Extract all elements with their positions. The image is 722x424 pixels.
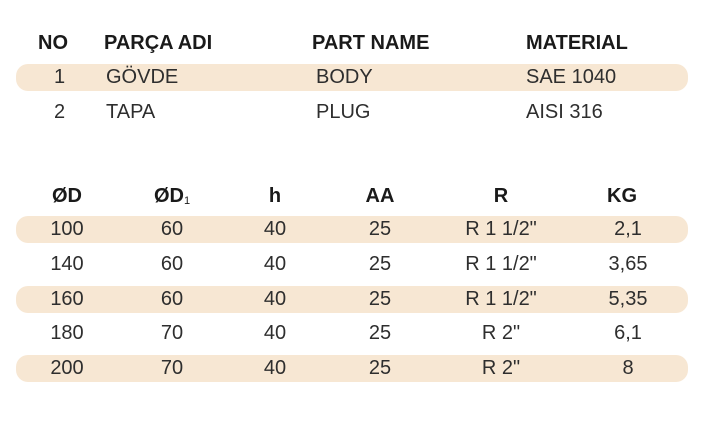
cell-weight: 6,1 [614,322,642,344]
cell-diameter-1: 60 [160,218,184,240]
table-row [16,355,688,382]
cell-weight: 2,1 [614,218,642,240]
table-row [16,286,688,313]
parts-row [16,99,688,126]
cell-diameter: 160 [50,288,84,310]
header-parca-adi: PARÇA ADI [104,32,213,54]
cell-aa: 25 [368,322,392,344]
part-material: SAE 1040 [526,66,617,88]
cell-thread: R 1 1/2" [465,218,537,240]
part-no: 2 [54,101,66,123]
header-weight: KG [607,185,637,207]
header-part-name: PART NAME [312,32,430,54]
dims-header-row [16,183,688,210]
cell-height: 40 [263,218,287,240]
cell-aa: 25 [368,253,392,275]
header-height: h [268,185,282,207]
cell-diameter: 200 [50,357,84,379]
cell-aa: 25 [368,218,392,240]
parts-header-row [16,30,688,57]
part-material: AISI 316 [526,101,603,123]
cell-weight: 3,65 [608,253,648,275]
cell-weight: 8 [622,357,634,379]
header-material: MATERIAL [526,32,628,54]
cell-diameter: 180 [50,322,84,344]
table-row [16,320,688,347]
cell-height: 40 [263,322,287,344]
cell-thread: R 2" [481,322,521,344]
header-diameter-1: $ØD_1$ [153,185,191,207]
header-diameter: ØD [52,185,82,207]
cell-diameter-1: 60 [160,253,184,275]
part-name: PLUG [316,101,371,123]
header-thread: R [493,185,509,207]
parts-row [16,64,688,91]
cell-height: 40 [263,288,287,310]
cell-diameter: 140 [50,253,84,275]
cell-weight: 5,35 [608,288,648,310]
cell-diameter: 100 [50,218,84,240]
part-no: 1 [54,66,66,88]
part-parca-adi: TAPA [106,101,156,123]
cell-aa: 25 [368,357,392,379]
header-no: NO [38,32,68,54]
cell-thread: R 2" [481,357,521,379]
header-aa: AA [365,185,395,207]
part-parca-adi: GÖVDE [106,66,179,88]
cell-thread: R 1 1/2" [465,288,537,310]
cell-diameter-1: 70 [160,357,184,379]
table-row [16,251,688,278]
cell-diameter-1: 70 [160,322,184,344]
cell-aa: 25 [368,288,392,310]
cell-height: 40 [263,357,287,379]
cell-thread: R 1 1/2" [465,253,537,275]
part-name: BODY [316,66,373,88]
cell-diameter-1: 60 [160,288,184,310]
cell-height: 40 [263,253,287,275]
table-row [16,216,688,243]
